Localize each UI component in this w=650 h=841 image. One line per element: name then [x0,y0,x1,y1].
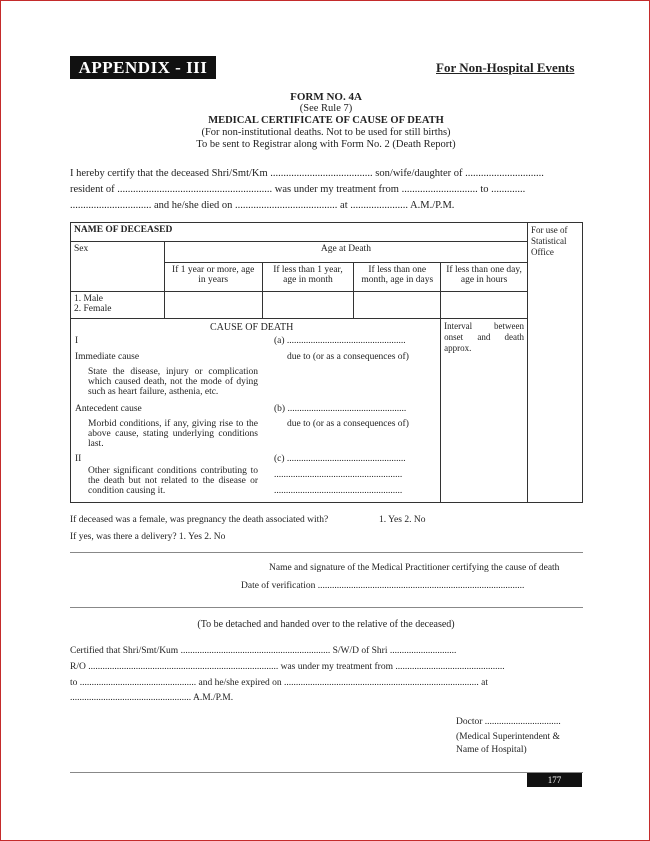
cause-of-death-table [70,222,583,503]
age-col-years: If 1 year or more, age in years [164,263,262,292]
female-options[interactable]: 1. Yes 2. No [379,515,426,525]
age-days-field[interactable] [354,292,441,319]
cause-a-field[interactable]: (a) .................................................. [274,336,406,346]
age-months-field[interactable] [262,292,354,319]
certificate2-line-2[interactable]: R/O ................................................................................ was under my treatment from .............................................. [70,662,505,672]
date-of-verification[interactable]: Date of verification ....................................................................................... [241,581,525,591]
non-hospital-heading: For Non-Hospital Events [436,60,575,75]
signature-line: Name and signature of the Medical Practitioner certifying the cause of death [269,563,560,573]
detach-note: (To be detached and handed over to the relative of the deceased) [197,619,455,630]
age-col-hours: If less than one day, age in hours [441,263,528,292]
certify-line-3: ............................... and he/she died on ....................................... at ...................... A.M./P.M. [70,200,455,211]
immediate-cause-label: Immediate cause [75,352,140,362]
hospital-name-label: Name of Hospital) [456,745,527,755]
statistical-office-label: For use of Statistical Office [528,223,583,503]
form-number: FORM NO. 4A [290,91,362,103]
cause-of-death-heading: CAUSE OF DEATH [210,322,294,333]
divider-1 [70,552,583,553]
cause-c-field[interactable]: (c) .................................................. [274,454,406,464]
other-conditions-field-1[interactable]: ...................................................... [274,470,403,480]
certificate2-line-4[interactable]: ................................................... A.M./P.M. [70,693,234,703]
divider-2 [70,607,583,608]
cause-b-field[interactable]: (b) .................................................. [274,404,407,414]
certificate2-line-3[interactable]: to ................................................. and he/she expired on .................................................................................. at [70,678,488,688]
appendix-label: APPENDIX - III [70,56,216,79]
sex-label: Sex [71,242,165,292]
age-hours-field[interactable] [441,292,528,319]
due-to-label-2: due to (or as a consequences of) [287,419,409,429]
female-question: If deceased was a female, was pregnancy the death associated with? [70,515,329,525]
form-subtitle: (For non-institutional deaths. Not to be used for still births) [201,127,451,138]
morbid-conditions-instruction: Morbid conditions, if any, giving rise to the above cause, stating underlying conditions last. [88,419,258,449]
delivery-question[interactable]: If yes, was there a delivery? 1. Yes 2. No [70,532,226,542]
female-option: 2. Female [74,304,112,314]
sex-options [71,292,165,319]
age-at-death-label: Age at Death [164,242,527,263]
cause-of-death-section [71,319,441,503]
antecedent-cause-label: Antecedent cause [75,404,142,414]
rule-reference: (See Rule 7) [299,103,353,114]
other-conditions-field-2[interactable]: ...................................................... [274,486,403,496]
age-col-months: If less than 1 year, age in month [262,263,354,292]
name-of-deceased-label: NAME OF DECEASED [71,223,528,242]
interval-label: Interval between onset and death approx. [441,319,528,503]
state-disease-instruction: State the disease, injury or complication which caused death, not the mode of dying such as heart failure, asthenia, etc. [88,367,258,397]
other-conditions-instruction: Other significant conditions contributing to the death but not related to the disease or condition causing it. [88,466,258,496]
certify-line-1: I hereby certify that the deceased Shri/Smt/Km ....................................... son/wife/daughter of .............................. [70,168,544,179]
sent-to-note: To be sent to Registrar along with Form No. 2 (Death Report) [196,139,456,150]
part-one-label: I [75,336,79,346]
form-title: MEDICAL CERTIFICATE OF CAUSE OF DEATH [208,115,444,126]
male-option: 1. Male [74,294,104,304]
medical-superintendent-label: (Medical Superintendent & [456,732,560,742]
doctor-signature[interactable]: Doctor ................................ [456,717,561,727]
certify-line-2: resident of ........................................................... was under my treatment from ............................. to ............. [70,184,526,195]
age-col-days: If less than one month, age in days [354,263,441,292]
footer-rule [70,772,583,773]
due-to-label-1: due to (or as a consequences of) [287,352,409,362]
age-years-field[interactable] [164,292,262,319]
page-number: 177 [527,773,582,787]
certificate2-line-1[interactable]: Certified that Shri/Smt/Kum ............................................................... S/W/D of Shri ............................ [70,646,457,656]
part-two-label: II [75,454,82,464]
